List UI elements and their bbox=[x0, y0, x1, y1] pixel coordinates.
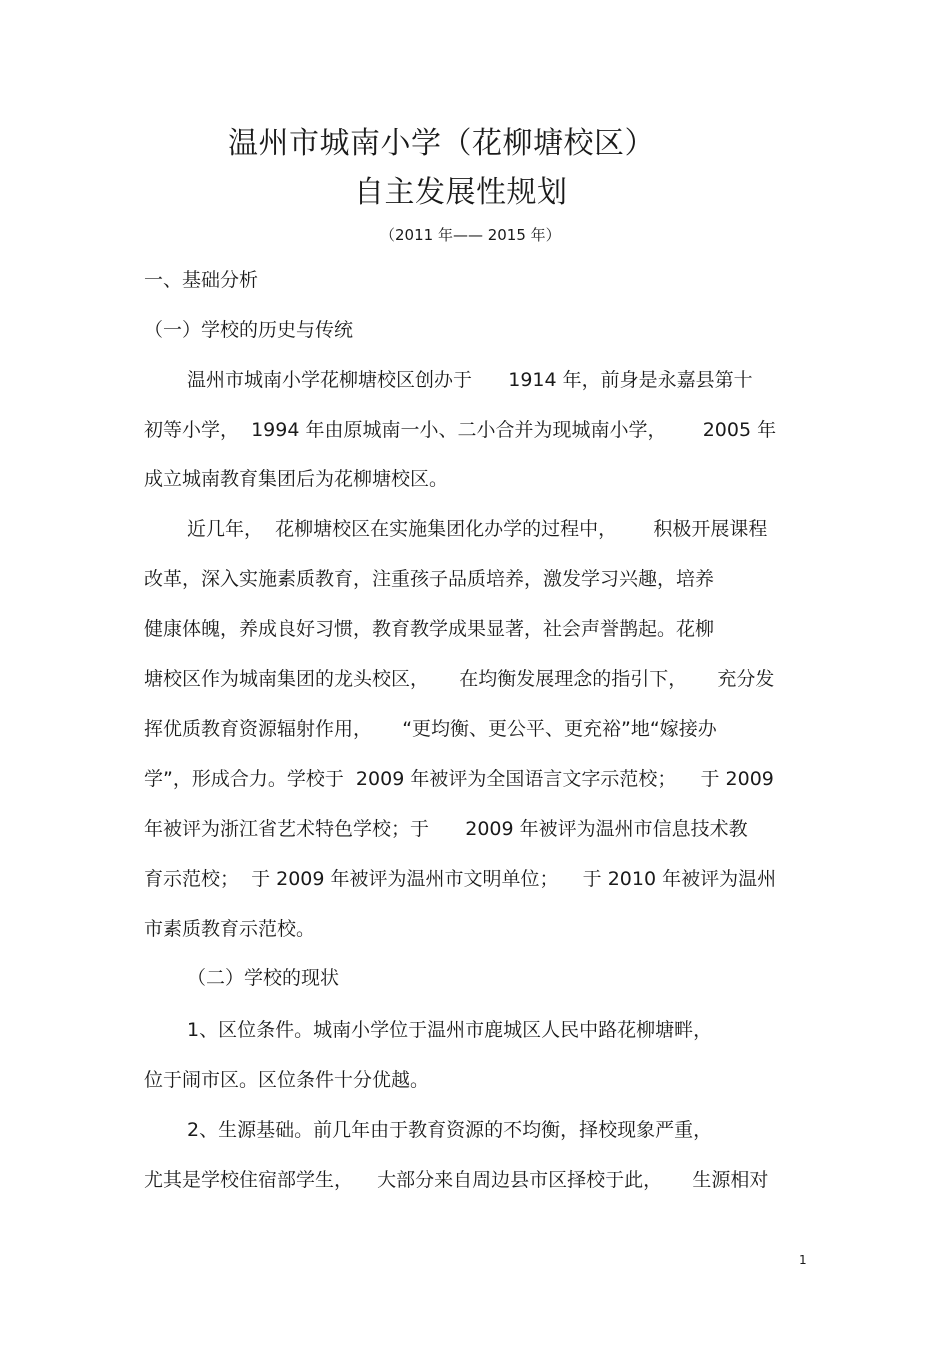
paragraph-line: 温州市城南小学花柳塘校区创办于 1914 年，前身是永嘉县第十 bbox=[187, 369, 753, 391]
paragraph-line: 位于闹市区。区位条件十分优越。 bbox=[144, 1069, 430, 1091]
paragraph-line: 健康体魄，养成良好习惯，教育教学成果显著，社会声誉鹊起。花柳 bbox=[144, 618, 715, 640]
paragraph-line: 塘校区作为城南集团的龙头校区， 在均衡发展理念的指引下， 充分发 bbox=[144, 668, 775, 690]
section-heading-basic-analysis: 一、基础分析 bbox=[144, 269, 259, 291]
paragraph-line: 1、区位条件。城南小学位于温州市鹿城区人民中路花柳塘畔， bbox=[187, 1019, 713, 1041]
subsection-heading-history: （一）学校的历史与传统 bbox=[144, 319, 354, 341]
paragraph-line: 尤其是学校住宿部学生， 大部分来自周边县市区择校于此， 生源相对 bbox=[144, 1169, 769, 1191]
paragraph-line: 改革，深入实施素质教育，注重孩子品质培养，激发学习兴趣，培养 bbox=[144, 568, 715, 590]
plan-years: （2011 年—— 2015 年） bbox=[380, 226, 561, 244]
paragraph-line: 学”，形成合力。学校于 2009 年被评为全国语言文字示范校； 于 2009 bbox=[144, 768, 774, 790]
page-number: 1 bbox=[799, 1253, 807, 1267]
title-line-2: 自主发展性规划 bbox=[354, 175, 568, 210]
paragraph-line: 年被评为浙江省艺术特色学校；于 2009 年被评为温州市信息技术教 bbox=[144, 818, 748, 840]
subsection-heading-status: （二）学校的现状 bbox=[187, 967, 340, 989]
paragraph-line: 挥优质教育资源辐射作用， “更均衡、更公平、更充裕”地“嫁接办 bbox=[144, 718, 717, 740]
paragraph-line: 2、生源基础。前几年由于教育资源的不均衡，择校现象严重， bbox=[187, 1119, 713, 1141]
paragraph-line: 育示范校； 于 2009 年被评为温州市文明单位； 于 2010 年被评为温州 bbox=[144, 868, 777, 890]
paragraph-line: 初等小学， 1994 年由原城南一小、二小合并为现城南小学， 2005 年 bbox=[144, 419, 777, 441]
paragraph-line: 市素质教育示范校。 bbox=[144, 918, 316, 940]
paragraph-line: 成立城南教育集团后为花柳塘校区。 bbox=[144, 468, 449, 490]
paragraph-line: 近几年， 花柳塘校区在实施集团化办学的过程中， 积极开展课程 bbox=[187, 518, 768, 540]
title-line-1: 温州市城南小学（花柳塘校区） bbox=[228, 126, 655, 161]
